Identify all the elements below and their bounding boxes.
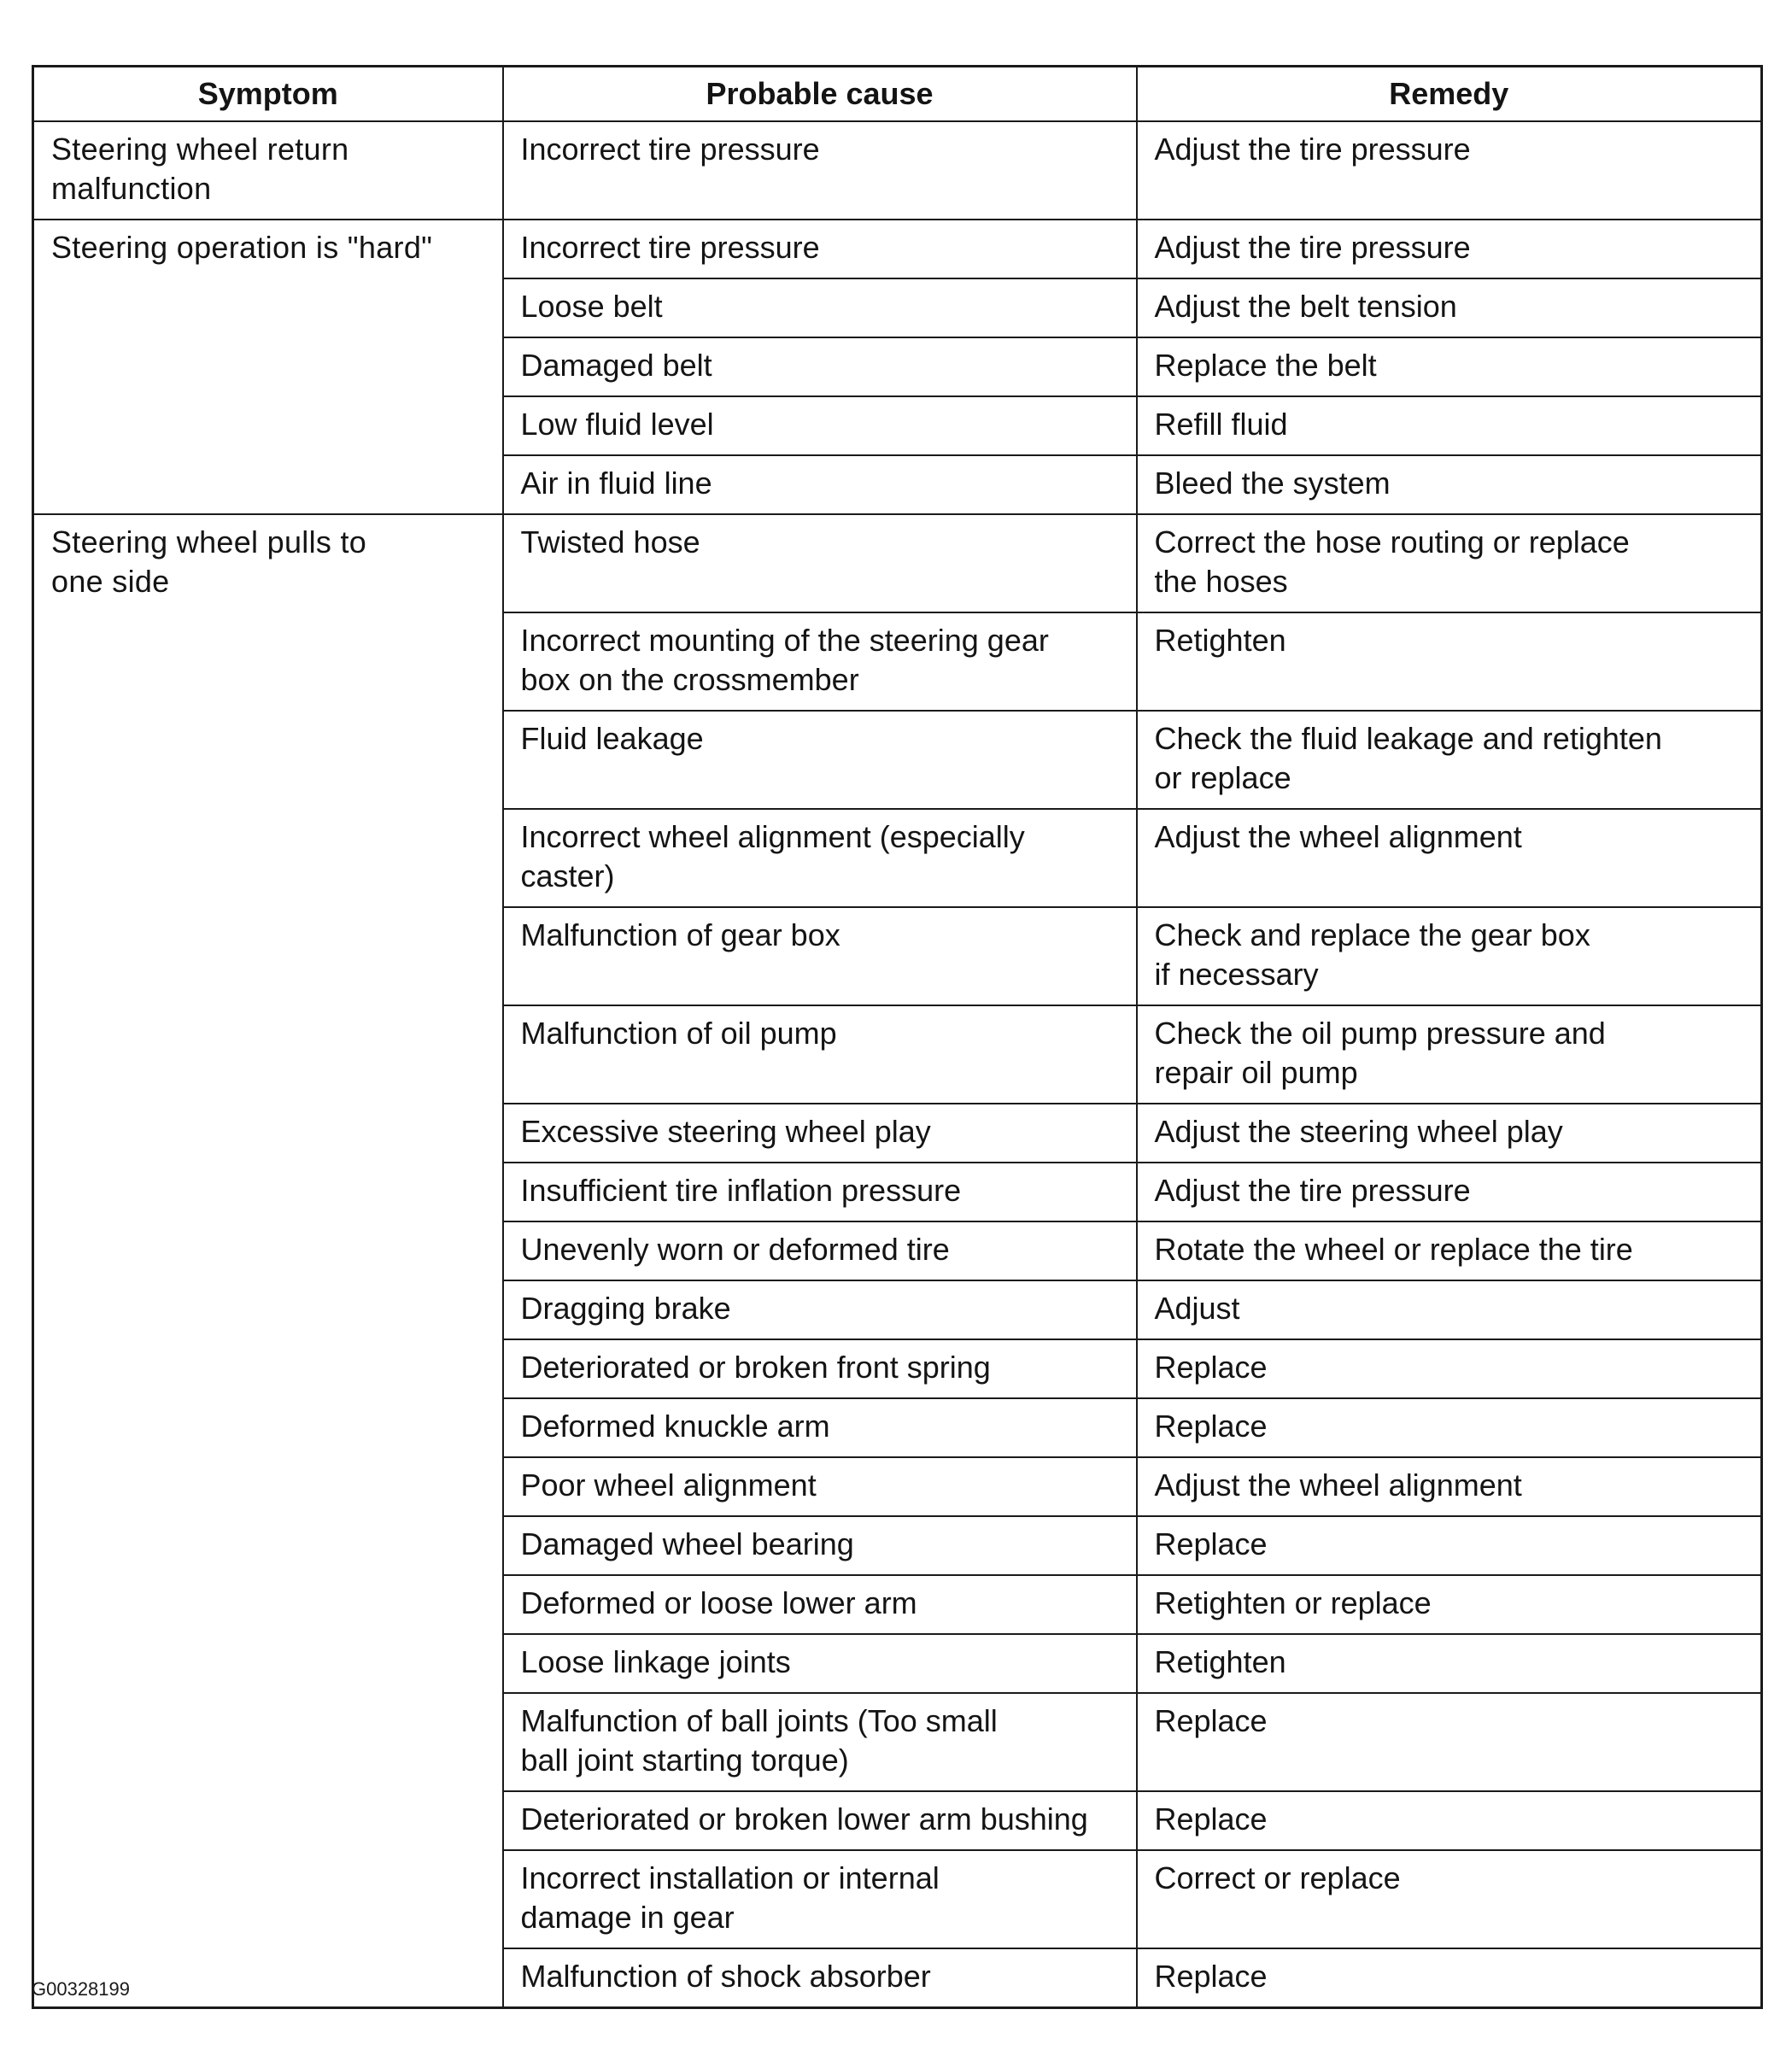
probable-cause-text: Incorrect installation or internal damage in gear (520, 1860, 940, 1935)
remedy-cell (1137, 1104, 1762, 1163)
probable-cause-text: Insufficient tire inflation pressure (520, 1173, 962, 1208)
probable-cause-cell (503, 1948, 1137, 2008)
probable-cause-cell (503, 1457, 1137, 1516)
remedy-cell (1137, 1163, 1762, 1221)
remedy-cell (1137, 396, 1762, 455)
remedy-text: Bleed the system (1154, 466, 1391, 501)
probable-cause-text: Deformed knuckle arm (520, 1409, 830, 1444)
header-probable-cause: Probable cause (503, 67, 1137, 122)
header-row (33, 67, 1762, 122)
probable-cause-text: Incorrect wheel alignment (especially caster) (520, 819, 1025, 893)
probable-cause-text: Incorrect tire pressure (520, 132, 820, 167)
remedy-cell (1137, 1398, 1762, 1457)
probable-cause-text: Malfunction of shock absorber (520, 1959, 931, 1994)
probable-cause-text: Deteriorated or broken front spring (520, 1350, 991, 1385)
probable-cause-cell (503, 809, 1137, 907)
remedy-text: Check the oil pump pressure and repair oil pump (1154, 1016, 1606, 1090)
probable-cause-cell (503, 1398, 1137, 1457)
probable-cause-cell (503, 1005, 1137, 1104)
symptom-text: Steering wheel return malfunction (51, 132, 349, 206)
probable-cause-text: Fluid leakage (520, 721, 704, 756)
remedy-cell (1137, 612, 1762, 711)
remedy-cell (1137, 1005, 1762, 1104)
symptom-cell (33, 220, 503, 514)
probable-cause-cell (503, 514, 1137, 612)
probable-cause-cell (503, 1693, 1137, 1791)
remedy-text: Adjust the wheel alignment (1154, 1467, 1522, 1503)
probable-cause-cell (503, 1850, 1137, 1948)
remedy-cell (1137, 337, 1762, 396)
probable-cause-text: Unevenly worn or deformed tire (520, 1232, 950, 1267)
remedy-cell (1137, 1791, 1762, 1850)
table-body (33, 121, 1762, 2008)
remedy-text: Replace (1154, 1350, 1268, 1385)
probable-cause-cell (503, 1575, 1137, 1634)
remedy-cell (1137, 121, 1762, 220)
remedy-cell (1137, 1634, 1762, 1693)
remedy-cell (1137, 1693, 1762, 1791)
remedy-text: Replace (1154, 1703, 1268, 1738)
header-remedy: Remedy (1137, 67, 1762, 122)
remedy-text: Adjust the wheel alignment (1154, 819, 1522, 854)
probable-cause-cell (503, 1104, 1137, 1163)
probable-cause-cell (503, 1280, 1137, 1339)
remedy-cell (1137, 907, 1762, 1005)
probable-cause-cell (503, 220, 1137, 278)
remedy-text: Check the fluid leakage and retighten or replace (1154, 721, 1662, 795)
header-symptom: Symptom (33, 67, 503, 122)
remedy-text: Retighten (1154, 623, 1286, 658)
remedy-text: Correct or replace (1154, 1860, 1401, 1895)
remedy-text: Replace (1154, 1526, 1268, 1561)
probable-cause-cell (503, 121, 1137, 220)
remedy-cell (1137, 455, 1762, 514)
probable-cause-text: Deteriorated or broken lower arm bushing (520, 1801, 1088, 1836)
remedy-cell (1137, 1457, 1762, 1516)
probable-cause-cell (503, 1516, 1137, 1575)
probable-cause-text: Twisted hose (520, 524, 700, 559)
probable-cause-text: Incorrect mounting of the steering gear box on the crossmember (520, 623, 1049, 697)
remedy-cell (1137, 1516, 1762, 1575)
probable-cause-text: Malfunction of gear box (520, 917, 840, 952)
remedy-cell (1137, 220, 1762, 278)
remedy-cell (1137, 278, 1762, 337)
probable-cause-text: Dragging brake (520, 1291, 731, 1326)
remedy-cell (1137, 1221, 1762, 1280)
remedy-text: Replace the belt (1154, 348, 1377, 383)
remedy-text: Refill fluid (1154, 407, 1288, 442)
symptom-text: Steering operation is "hard" (51, 230, 433, 265)
table-row (33, 220, 1762, 278)
probable-cause-text: Damaged wheel bearing (520, 1526, 854, 1561)
remedy-text: Adjust the steering wheel play (1154, 1114, 1563, 1149)
remedy-cell (1137, 1575, 1762, 1634)
remedy-text: Replace (1154, 1409, 1268, 1444)
remedy-cell (1137, 1850, 1762, 1948)
remedy-text: Check and replace the gear box if necessary (1154, 917, 1590, 992)
probable-cause-text: Deformed or loose lower arm (520, 1585, 917, 1620)
probable-cause-cell (503, 711, 1137, 809)
probable-cause-cell (503, 907, 1137, 1005)
remedy-text: Retighten (1154, 1644, 1286, 1679)
remedy-text: Adjust the tire pressure (1154, 230, 1471, 265)
remedy-text: Rotate the wheel or replace the tire (1154, 1232, 1633, 1267)
troubleshooting-table (32, 65, 1763, 2009)
remedy-text: Replace (1154, 1959, 1268, 1994)
table-row (33, 514, 1762, 612)
remedy-cell (1137, 514, 1762, 612)
remedy-cell (1137, 809, 1762, 907)
probable-cause-cell (503, 337, 1137, 396)
probable-cause-cell (503, 1163, 1137, 1221)
probable-cause-cell (503, 1791, 1137, 1850)
remedy-text: Adjust the tire pressure (1154, 132, 1471, 167)
remedy-text: Replace (1154, 1801, 1268, 1836)
probable-cause-text: Loose linkage joints (520, 1644, 791, 1679)
table-row (33, 121, 1762, 220)
remedy-text: Retighten or replace (1154, 1585, 1432, 1620)
remedy-cell (1137, 711, 1762, 809)
remedy-text: Adjust the belt tension (1154, 289, 1457, 324)
probable-cause-text: Air in fluid line (520, 466, 712, 501)
probable-cause-text: Excessive steering wheel play (520, 1114, 931, 1149)
symptom-text: Steering wheel pulls to one side (51, 524, 367, 599)
figure-code: G00328199 (32, 1978, 130, 2000)
probable-cause-cell (503, 1339, 1137, 1398)
probable-cause-text: Loose belt (520, 289, 663, 324)
remedy-cell (1137, 1280, 1762, 1339)
probable-cause-cell (503, 1634, 1137, 1693)
probable-cause-cell (503, 455, 1137, 514)
probable-cause-text: Malfunction of oil pump (520, 1016, 837, 1051)
remedy-text: Adjust the tire pressure (1154, 1173, 1471, 1208)
probable-cause-text: Malfunction of ball joints (Too small ball joint starting torque) (520, 1703, 998, 1778)
probable-cause-text: Damaged belt (520, 348, 712, 383)
remedy-cell (1137, 1339, 1762, 1398)
probable-cause-text: Incorrect tire pressure (520, 230, 820, 265)
probable-cause-text: Poor wheel alignment (520, 1467, 817, 1503)
probable-cause-cell (503, 278, 1137, 337)
probable-cause-cell (503, 612, 1137, 711)
remedy-text: Correct the hose routing or replace the hoses (1154, 524, 1630, 599)
probable-cause-cell (503, 396, 1137, 455)
remedy-cell (1137, 1948, 1762, 2008)
remedy-text: Adjust (1154, 1291, 1240, 1326)
probable-cause-text: Low fluid level (520, 407, 714, 442)
symptom-cell (33, 514, 503, 2008)
symptom-cell (33, 121, 503, 220)
probable-cause-cell (503, 1221, 1137, 1280)
